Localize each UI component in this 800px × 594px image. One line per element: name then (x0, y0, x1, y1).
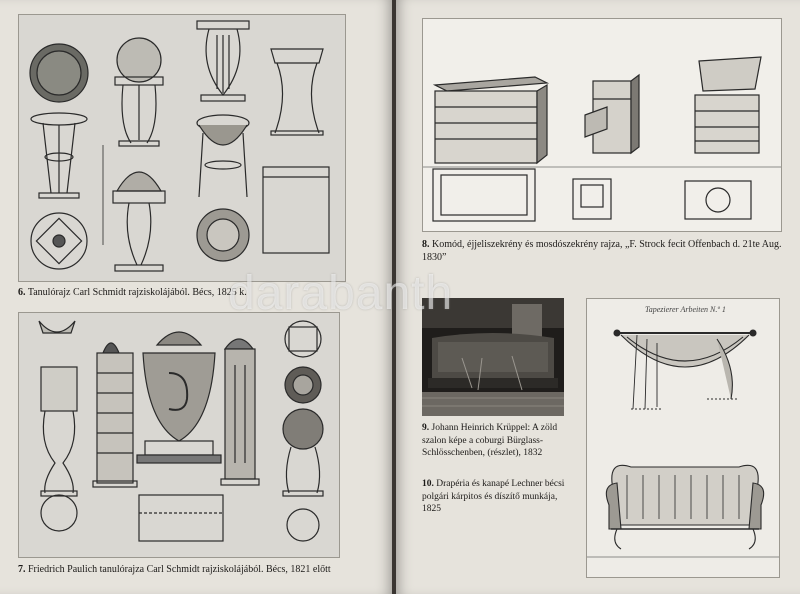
figure-7-number: 7. (18, 564, 26, 575)
figure-8-caption (422, 238, 788, 264)
figure-9-number: 9. (422, 423, 430, 433)
figure-7-caption-text: Friedrich Paulich tanulórajza Carl Schmidt rajziskolájából. Bécs, 1821 előtt (28, 564, 331, 575)
figure-10-caption (422, 478, 570, 516)
figure-10-number: 10. (422, 479, 434, 489)
figure-9-caption-text: Johann Heinrich Krüppel: A zöld szalon képe a coburgi Bürglass-Schlösschenben, (részlet), 1832 (422, 423, 558, 458)
figure-6-number: 6. (18, 287, 26, 298)
figure-8-caption-text: Komód, éjjeliszekrény és mosdószekrény rajza, „F. Strock fecit Offenbach d. 21te Aug. 1830” (422, 239, 782, 263)
figure-6-caption-text: Tanulórajz Carl Schmidt rajziskolájából. Bécs, 1825 k. (27, 287, 247, 298)
figure-10-plate-title: Tapezierer Arbeiten N.º 1 (645, 305, 726, 314)
figure-7-furniture-sketches (19, 313, 339, 557)
watermark: darabanth (228, 267, 454, 320)
figure-6-drawing (18, 14, 346, 282)
figure-9-caption (422, 422, 570, 460)
figure-7-drawing (18, 312, 340, 558)
figure-7-caption (18, 563, 368, 576)
figure-8-number: 8. (422, 239, 430, 250)
figure-8-commode-sketches (423, 19, 781, 231)
right-page (396, 0, 800, 594)
figure-10-drawing (586, 298, 780, 578)
figure-10-caption-text: Drapéria és kanapé Lechner bécsi polgári kárpitos és díszítő munkája, 1825 (422, 479, 565, 514)
figure-10-drapery-sofa (587, 299, 779, 577)
figure-8-drawing (422, 18, 782, 232)
figure-6-furniture-sketches (19, 15, 345, 281)
